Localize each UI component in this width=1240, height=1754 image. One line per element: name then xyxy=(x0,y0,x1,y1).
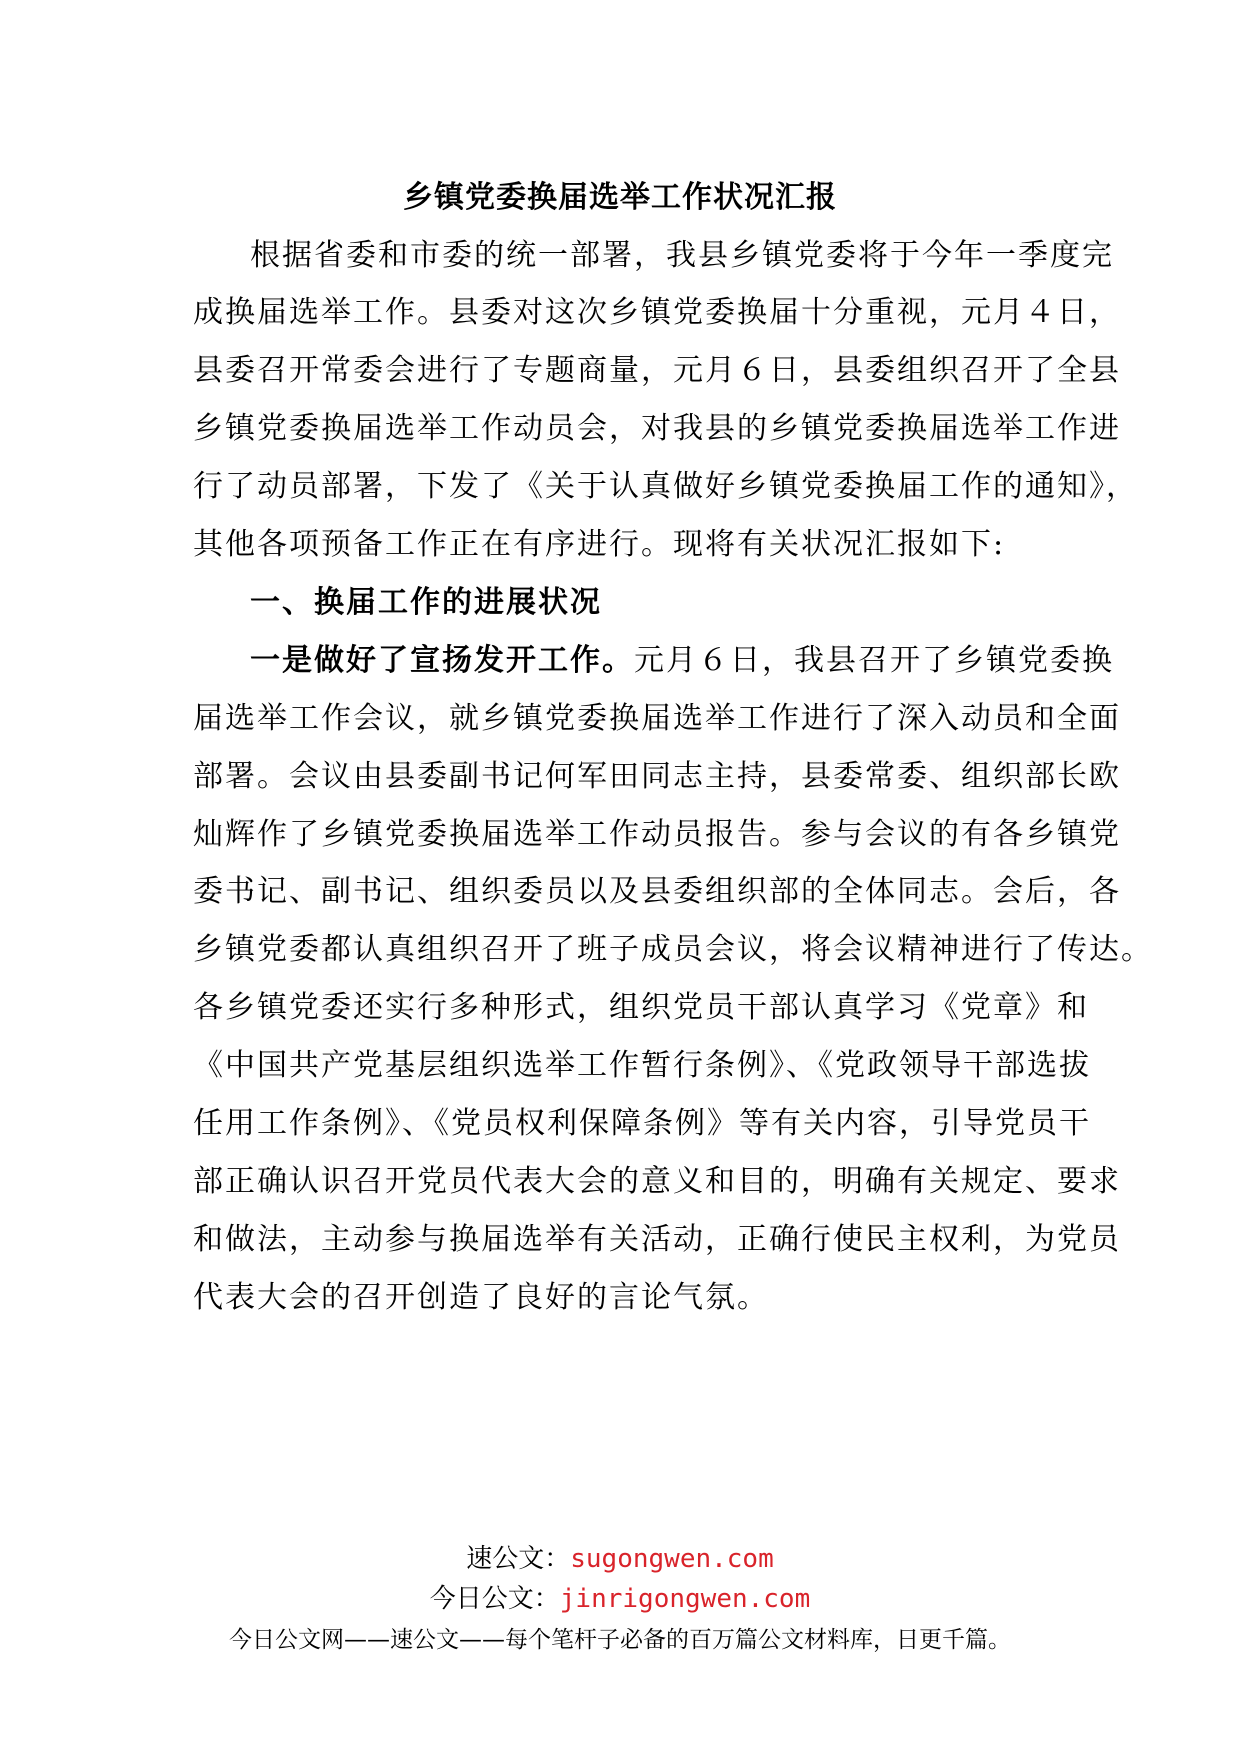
paragraph-line: 任用工作条例》、《党员权利保障条例》等有关内容，引导党员干 xyxy=(193,1106,1091,1141)
intro-line: 根据省委和市委的统一部署，我县乡镇党委将于今年一季度完 xyxy=(250,238,1114,273)
footer-slogan: 今日公文网——速公文——每个笔杆子必备的百万篇公文材料库，日更千篇。 xyxy=(229,1627,1011,1653)
footer-label: 速公文： xyxy=(466,1544,571,1574)
intro-line: 县委召开常委会进行了专题商量，元月６日，县委组织召开了全县 xyxy=(193,353,1121,388)
intro-line: 成换届选举工作。县委对这次乡镇党委换届十分重视，元月４日， xyxy=(193,295,1121,330)
paragraph-line: 届选举工作会议，就乡镇党委换届选举工作进行了深入动员和全面 xyxy=(193,701,1121,736)
paragraph-line: 部署。会议由县委副书记何军田同志主持，县委常委、组织部长欧 xyxy=(193,759,1121,794)
paragraph-line: 委书记、副书记、组织委员以及县委组织部的全体同志。会后，各 xyxy=(193,874,1121,909)
footer-line-sugongwen xyxy=(0,1542,1240,1576)
paragraph-lead-bold: 一是做好了宣扬发开工作。 xyxy=(250,643,634,678)
paragraph-line: 和做法，主动参与换届选举有关活动，正确行使民主权利，为党员 xyxy=(193,1222,1121,1257)
intro-line: 行了动员部署，下发了《关于认真做好乡镇党委换届工作的通知》， xyxy=(193,469,1138,504)
page-title: 乡镇党委换届选举工作状况汇报 xyxy=(403,180,837,215)
paragraph-lead-line xyxy=(250,641,1114,681)
paragraph-line: 乡镇党委都认真组织召开了班子成员会议，将会议精神进行了传达。 xyxy=(193,932,1153,967)
paragraph-line: 代表大会的召开创造了良好的言论气氛。 xyxy=(193,1280,769,1315)
intro-line: 其他各项预备工作正在有序进行。现将有关状况汇报如下: xyxy=(193,527,1006,562)
footer-line-jinrigongwen xyxy=(0,1582,1240,1616)
paragraph-line: 灿辉作了乡镇党委换届选举工作动员报告。参与会议的有各乡镇党 xyxy=(193,817,1121,852)
paragraph-line: 《中国共产党基层组织选举工作暂行条例》、《党政领导干部选拔 xyxy=(193,1048,1091,1083)
paragraph-lead-rest: 元月６日，我县召开了乡镇党委换 xyxy=(634,643,1114,678)
footer-link-sugongwen[interactable]: sugongwen.com xyxy=(570,1544,774,1574)
paragraph-line: 部正确认识召开党员代表大会的意义和目的，明确有关规定、要求 xyxy=(193,1164,1121,1199)
footer-label: 今日公文： xyxy=(429,1584,560,1614)
section-heading: 一、换届工作的进展状况 xyxy=(250,585,602,620)
footer-link-jinrigongwen[interactable]: jinrigongwen.com xyxy=(559,1584,811,1614)
paragraph-line: 各乡镇党委还实行多种形式，组织党员干部认真学习《党章》和 xyxy=(193,990,1089,1025)
intro-line: 乡镇党委换届选举工作动员会，对我县的乡镇党委换届选举工作进 xyxy=(193,411,1121,446)
